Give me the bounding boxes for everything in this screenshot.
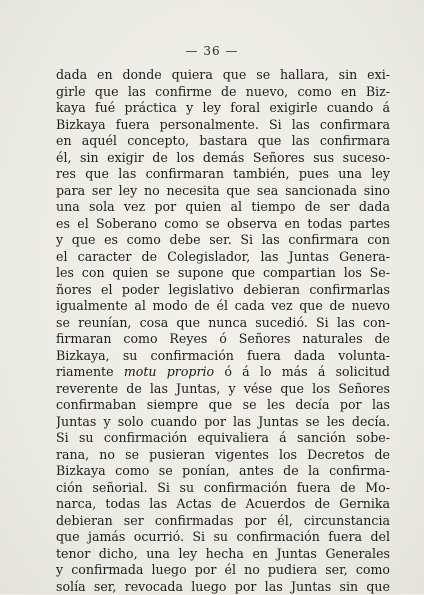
text-line: que jamás ocurrió. Si su confirmación fuera del <box>56 529 390 546</box>
text-line: él, sin exigir de los demás Señores sus suceso- <box>56 150 390 167</box>
text-line: Bizkaya fuera personalmente. Si las confirmara <box>56 117 390 134</box>
body-paragraph <box>56 67 390 595</box>
text-line: para ser ley no necesita que sea sancionada sino <box>56 183 390 200</box>
text-line: igualmente al modo de él cada vez que de nuevo <box>56 298 390 315</box>
text-line: y confirmada luego por él no pudiera ser, como <box>56 562 390 579</box>
text-line: Si su confirmación equivaliera á sanción sobe- <box>56 430 390 447</box>
text-line: kaya fué práctica y ley foral exigirle cuando á <box>56 100 390 117</box>
page-number: — 36 — <box>0 44 424 58</box>
italic-phrase: motu proprio <box>124 364 214 379</box>
text-line: les con quien se supone que compartian los Se- <box>56 265 390 282</box>
text-line: girle que las confirme de nuevo, como en Biz- <box>56 84 390 101</box>
text-line: riamente motu proprio ó á lo más á solicitud <box>56 364 390 381</box>
text-line: tenor dicho, una ley hecha en Juntas Generales <box>56 546 390 563</box>
text-line: en aquél concepto, bastara que las confirmara <box>56 133 390 150</box>
text-line: dada en donde quiera que se hallara, sin exi- <box>56 67 390 84</box>
text-line: solía ser, revocada luego por las Juntas sin que <box>56 579 390 595</box>
text-line: el caracter de Colegislador, las Juntas Genera- <box>56 249 390 266</box>
text-line: se reunían, cosa que nunca sucedió. Si las con- <box>56 315 390 332</box>
text-line: reverente de las Juntas, y vése que los Señores <box>56 381 390 398</box>
text-line: debieran ser confirmadas por él, circunstancia <box>56 513 390 530</box>
text-line: rana, no se pusieran vigentes los Decretos de <box>56 447 390 464</box>
text-line: Bizkaya, su confirmación fuera dada volunta- <box>56 348 390 365</box>
text-line: firmaran como Reyes ó Señores naturales de <box>56 331 390 348</box>
text-line: Juntas y solo cuando por las Juntas se les decía. <box>56 414 390 431</box>
text-line: Bizkaya como se ponían, antes de la confirma- <box>56 463 390 480</box>
text-line: ción señorial. Si su confirmación fuera de Mo- <box>56 480 390 497</box>
text-line: una sola vez por quien al tiempo de ser dada <box>56 199 390 216</box>
text-line: res que las confirmaran también, pues una ley <box>56 166 390 183</box>
text-line: confirmaban siempre que se les decía por las <box>56 397 390 414</box>
text-line: es el Soberano como se observa en todas partes <box>56 216 390 233</box>
text-line: y que es como debe ser. Si las confirmara con <box>56 232 390 249</box>
text-line: narca, todas las Actas de Acuerdos de Gernika <box>56 496 390 513</box>
text-line: ñores el poder legislativo debieran confirmarlas <box>56 282 390 299</box>
